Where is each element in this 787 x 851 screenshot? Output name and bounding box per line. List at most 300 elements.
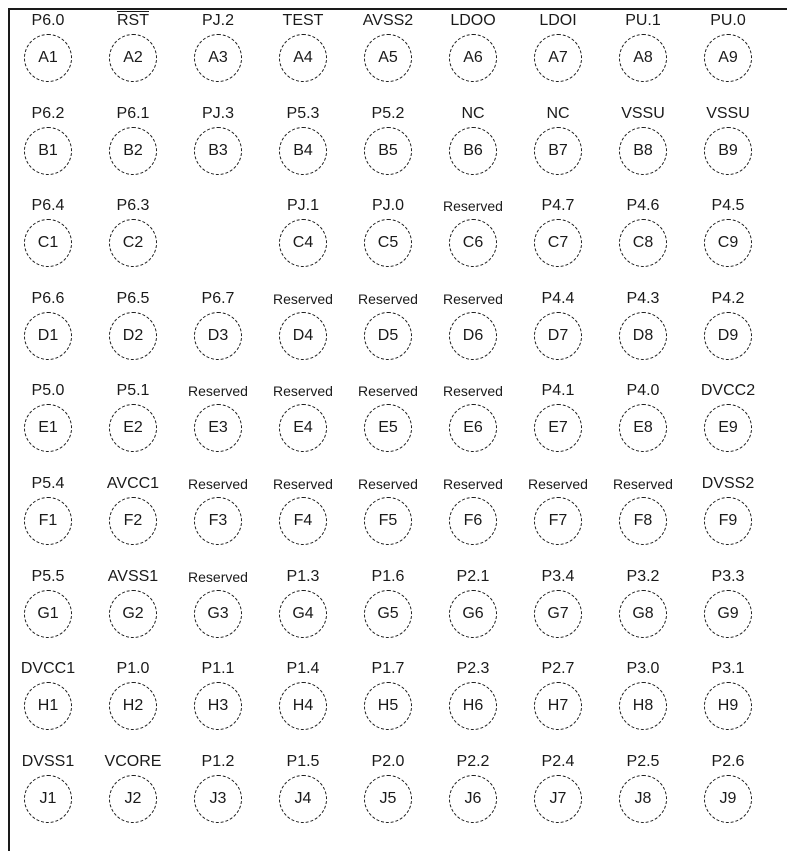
pin-cell-g9 [686, 566, 770, 662]
ball-id-label: F6 [463, 512, 483, 529]
pin-signal-label: AVSS2 [362, 12, 414, 29]
ball-outline [364, 312, 412, 360]
pin-signal-label: P5.1 [116, 382, 150, 400]
pin-cell-f3 [176, 473, 260, 569]
pin-cell-a5 [346, 10, 430, 106]
pin-cell-d4 [261, 288, 345, 384]
ball-id-label: J9 [719, 789, 737, 807]
pin-signal-label: P6.6 [31, 289, 65, 307]
pin-cell-j9 [686, 751, 770, 847]
pin-cell-f7 [516, 473, 600, 569]
ball-id-label: F9 [718, 512, 738, 529]
ball-id-label: G8 [632, 604, 654, 622]
pin-signal-label: P2.3 [456, 660, 490, 678]
ball-outline [704, 312, 752, 360]
pin-signal-label: P6.4 [31, 197, 65, 215]
pin-cell-h4 [261, 658, 345, 754]
ball-id-label: D2 [122, 326, 144, 344]
ball-id-label: G3 [207, 604, 229, 622]
pin-cell-b3 [176, 103, 260, 199]
pin-cell-b9 [686, 103, 770, 199]
ball-id-label: J8 [634, 789, 652, 807]
pin-signal-label: P1.0 [116, 660, 150, 678]
ball-outline [534, 404, 582, 452]
ball-outline [109, 219, 157, 267]
pin-cell-b7 [516, 103, 600, 199]
ball-id-label: C1 [37, 234, 59, 252]
pinout-frame [8, 8, 787, 851]
pin-signal-label: P3.1 [711, 660, 745, 678]
ball-outline [534, 775, 582, 823]
pin-cell-e9 [686, 380, 770, 476]
pin-cell-d8 [601, 288, 685, 384]
ball-id-label: A4 [293, 49, 313, 66]
ball-outline [24, 404, 72, 452]
pin-signal-label: P6.5 [116, 289, 150, 307]
pin-signal-label: P2.4 [541, 752, 575, 770]
ball-outline [704, 497, 752, 545]
ball-id-label: H9 [717, 697, 739, 715]
ball-outline [449, 775, 497, 823]
pin-cell-c2 [91, 195, 175, 291]
pin-signal-label: P6.1 [116, 104, 150, 122]
pin-signal-label: Reserved [273, 476, 333, 492]
pin-signal-label: TEST [282, 12, 324, 29]
pin-signal-label: Reserved [188, 383, 248, 400]
ball-id-label: E3 [208, 419, 228, 437]
ball-id-label: D7 [547, 326, 569, 344]
pin-cell-e6 [431, 380, 515, 476]
ball-outline [279, 682, 327, 730]
ball-outline [619, 404, 667, 452]
pin-signal-label: PJ.2 [201, 12, 234, 29]
pin-signal-label: P5.2 [371, 104, 405, 122]
pin-signal-label: P4.1 [541, 382, 575, 400]
ball-outline [24, 497, 72, 545]
pin-signal-label: AVCC1 [106, 475, 160, 492]
pin-cell-c1 [6, 195, 90, 291]
pin-signal-label: P2.7 [541, 660, 575, 678]
ball-outline [449, 34, 497, 82]
ball-id-label: E1 [38, 419, 58, 437]
ball-id-label: J2 [124, 789, 142, 807]
pin-signal-label: P5.5 [31, 567, 65, 585]
ball-outline [534, 497, 582, 545]
pin-cell-e2 [91, 380, 175, 476]
ball-id-label: E8 [633, 419, 653, 437]
ball-outline [24, 590, 72, 638]
ball-id-label: E2 [123, 419, 143, 437]
pin-signal-label: PJ.1 [286, 197, 319, 215]
ball-outline [24, 127, 72, 175]
ball-id-label: H2 [122, 697, 144, 715]
pin-cell-j7 [516, 751, 600, 847]
pin-signal-label: AVSS1 [107, 567, 159, 585]
ball-outline [109, 312, 157, 360]
ball-outline [24, 775, 72, 823]
pin-cell-h1 [6, 658, 90, 754]
pin-cell-j8 [601, 751, 685, 847]
pin-signal-label: P5.0 [31, 382, 65, 400]
ball-outline [279, 404, 327, 452]
ball-outline [619, 682, 667, 730]
ball-outline [279, 34, 327, 82]
ball-outline [279, 219, 327, 267]
ball-outline [449, 404, 497, 452]
pin-signal-label: Reserved [613, 476, 673, 492]
pin-cell-f1 [6, 473, 90, 569]
pin-cell-b8 [601, 103, 685, 199]
ball-outline [364, 682, 412, 730]
ball-id-label: H1 [37, 697, 59, 715]
pin-signal-label: P3.0 [626, 660, 660, 678]
ball-id-label: F8 [633, 512, 653, 529]
ball-id-label: B4 [293, 141, 313, 159]
pin-cell-e3 [176, 380, 260, 476]
ball-id-label: D9 [717, 326, 739, 344]
pin-signal-label: DVCC1 [20, 660, 76, 678]
ball-outline [364, 590, 412, 638]
pin-signal-label: P1.2 [201, 752, 235, 770]
pin-cell-a7 [516, 10, 600, 106]
ball-id-label: F2 [123, 512, 143, 529]
ball-id-label: F4 [293, 512, 313, 529]
pin-signal-label: P2.6 [711, 752, 745, 770]
pin-cell-b6 [431, 103, 515, 199]
pin-signal-label: P2.2 [456, 752, 490, 770]
pin-signal-label: Reserved [273, 383, 333, 400]
pin-signal-label: $\overline{RST}$ [117, 12, 149, 29]
pin-signal-label: Reserved [443, 383, 503, 400]
pin-cell-b1 [6, 103, 90, 199]
pin-signal-label: NC [461, 104, 485, 122]
pin-signal-label: P4.2 [711, 289, 745, 307]
ball-id-label: G2 [122, 604, 144, 622]
pin-signal-label: LDOO [450, 12, 496, 29]
ball-outline [619, 127, 667, 175]
pin-signal-label: P6.0 [31, 12, 65, 29]
pin-signal-label: PJ.3 [201, 104, 234, 122]
ball-id-label: H8 [632, 697, 654, 715]
ball-outline [194, 682, 242, 730]
ball-outline [449, 127, 497, 175]
pin-cell-a4 [261, 10, 345, 106]
pin-signal-label: DVSS2 [701, 475, 755, 492]
ball-outline [704, 127, 752, 175]
ball-outline [534, 127, 582, 175]
pin-signal-label: Reserved [188, 476, 248, 492]
ball-outline [619, 590, 667, 638]
pin-signal-label: P6.7 [201, 289, 235, 307]
pin-signal-label: DVCC2 [700, 382, 756, 400]
ball-outline [109, 682, 157, 730]
ball-id-label: C2 [122, 234, 144, 252]
ball-id-label: G1 [37, 604, 59, 622]
pin-cell-f8 [601, 473, 685, 569]
ball-id-label: G5 [377, 604, 399, 622]
ball-outline [279, 127, 327, 175]
pin-cell-g3 [176, 566, 260, 662]
ball-outline [449, 219, 497, 267]
pin-cell-a6 [431, 10, 515, 106]
ball-id-label: E4 [293, 419, 313, 437]
ball-id-label: B3 [208, 141, 228, 159]
ball-id-label: A6 [463, 49, 483, 66]
pin-cell-c7 [516, 195, 600, 291]
ball-id-label: G4 [292, 604, 314, 622]
ball-outline [194, 497, 242, 545]
ball-outline [534, 682, 582, 730]
pin-signal-label: NC [546, 104, 570, 122]
pin-cell-j5 [346, 751, 430, 847]
pin-signal-label: P1.3 [286, 567, 320, 585]
ball-outline [194, 312, 242, 360]
pin-signal-label: Reserved [188, 568, 248, 585]
ball-outline [534, 312, 582, 360]
ball-outline [449, 312, 497, 360]
ball-outline [619, 497, 667, 545]
ball-id-label: A7 [548, 49, 568, 66]
ball-id-label: C7 [547, 234, 569, 252]
ball-outline [619, 219, 667, 267]
pin-signal-label: P5.3 [286, 104, 320, 122]
ball-outline [194, 590, 242, 638]
ball-id-label: C6 [462, 234, 484, 252]
ball-outline [704, 682, 752, 730]
pin-cell-a3 [176, 10, 260, 106]
ball-outline [449, 590, 497, 638]
ball-outline [279, 590, 327, 638]
pin-cell-j6 [431, 751, 515, 847]
pin-cell-c9 [686, 195, 770, 291]
ball-outline [24, 34, 72, 82]
pin-cell-h6 [431, 658, 515, 754]
ball-outline [449, 497, 497, 545]
pin-signal-label: VCORE [104, 752, 162, 770]
ball-id-label: D5 [377, 326, 399, 344]
ball-id-label: E6 [463, 419, 483, 437]
pin-signal-label: P4.6 [626, 197, 660, 215]
ball-id-label: G6 [462, 604, 484, 622]
pin-cell-c8 [601, 195, 685, 291]
ball-outline [619, 312, 667, 360]
pin-signal-label: P6.3 [116, 197, 150, 215]
pin-cell-h7 [516, 658, 600, 754]
pin-cell-a1 [6, 10, 90, 106]
ball-outline [279, 497, 327, 545]
ball-id-label: B6 [463, 141, 483, 159]
ball-outline [364, 497, 412, 545]
ball-id-label: B7 [548, 141, 568, 159]
ball-id-label: J3 [209, 789, 227, 807]
pin-cell-d5 [346, 288, 430, 384]
ball-id-label: D6 [462, 326, 484, 344]
pin-cell-e5 [346, 380, 430, 476]
ball-outline [704, 590, 752, 638]
ball-id-label: H4 [292, 697, 314, 715]
pin-signal-label: DVSS1 [21, 752, 75, 770]
ball-id-label: C5 [377, 234, 399, 252]
pin-cell-j2 [91, 751, 175, 847]
ball-outline [109, 590, 157, 638]
pin-cell-f4 [261, 473, 345, 569]
ball-id-label: G9 [717, 604, 739, 622]
pin-cell-c6 [431, 195, 515, 291]
pin-cell-a8 [601, 10, 685, 106]
pin-cell-d3 [176, 288, 260, 384]
pin-signal-label: Reserved [273, 290, 333, 307]
ball-id-label: C4 [292, 234, 314, 252]
ball-outline [619, 775, 667, 823]
pin-cell-j4 [261, 751, 345, 847]
pin-cell-h2 [91, 658, 175, 754]
pin-cell-g5 [346, 566, 430, 662]
pin-cell-j3 [176, 751, 260, 847]
pin-cell-h3 [176, 658, 260, 754]
ball-id-label: H3 [207, 697, 229, 715]
pin-signal-label: Reserved [358, 290, 418, 307]
ball-id-label: B2 [123, 141, 143, 159]
ball-outline [534, 219, 582, 267]
pin-signal-label: P1.1 [201, 660, 235, 678]
ball-id-label: J4 [294, 789, 312, 807]
pin-cell-b2 [91, 103, 175, 199]
pin-cell-h5 [346, 658, 430, 754]
pin-cell-c4 [261, 195, 345, 291]
ball-outline [109, 404, 157, 452]
pin-cell-d7 [516, 288, 600, 384]
pin-signal-label: P6.2 [31, 104, 65, 122]
pin-cell-g1 [6, 566, 90, 662]
ball-id-label: B1 [38, 141, 58, 159]
ball-id-label: E9 [718, 419, 738, 437]
pin-cell-g8 [601, 566, 685, 662]
ball-outline [24, 682, 72, 730]
ball-id-label: C9 [717, 234, 739, 252]
ball-outline [194, 127, 242, 175]
ball-outline [364, 404, 412, 452]
pin-cell-h8 [601, 658, 685, 754]
ball-outline [534, 34, 582, 82]
pin-cell-d1 [6, 288, 90, 384]
pin-cell-d9 [686, 288, 770, 384]
pin-cell-a9 [686, 10, 770, 106]
ball-outline [194, 775, 242, 823]
ball-id-label: D1 [37, 326, 59, 344]
pin-cell-d2 [91, 288, 175, 384]
ball-id-label: A3 [208, 49, 228, 66]
ball-outline [619, 34, 667, 82]
pin-cell-d6 [431, 288, 515, 384]
pin-signal-label: Reserved [358, 383, 418, 400]
ball-id-label: H6 [462, 697, 484, 715]
pin-signal-label: P5.4 [31, 475, 65, 492]
ball-id-label: B8 [633, 141, 653, 159]
pin-signal-label: P2.1 [456, 567, 490, 585]
ball-id-label: D3 [207, 326, 229, 344]
ball-id-label: H7 [547, 697, 569, 715]
pin-cell-e7 [516, 380, 600, 476]
ball-id-label: F5 [378, 512, 398, 529]
ball-id-label: D8 [632, 326, 654, 344]
ball-outline [364, 34, 412, 82]
ball-outline [194, 404, 242, 452]
ball-outline [24, 219, 72, 267]
ball-outline [704, 404, 752, 452]
ball-outline [704, 775, 752, 823]
pin-signal-label: P4.7 [541, 197, 575, 215]
pin-signal-label: P3.4 [541, 567, 575, 585]
ball-id-label: J5 [379, 789, 397, 807]
pin-signal-label: P2.5 [626, 752, 660, 770]
pin-signal-label: P4.4 [541, 289, 575, 307]
ball-outline [364, 775, 412, 823]
ball-outline [364, 127, 412, 175]
pin-signal-label: LDOI [539, 12, 577, 29]
ball-id-label: F1 [38, 512, 58, 529]
ball-id-label: C8 [632, 234, 654, 252]
pin-signal-label: P1.6 [371, 567, 405, 585]
pin-signal-label: PU.1 [625, 12, 661, 29]
ball-outline [109, 127, 157, 175]
ball-outline [109, 775, 157, 823]
ball-outline [364, 219, 412, 267]
ball-id-label: F3 [208, 512, 228, 529]
pin-signal-label: PU.0 [710, 12, 746, 29]
pin-cell-e1 [6, 380, 90, 476]
ball-id-label: G7 [547, 604, 569, 622]
pin-cell-j1 [6, 751, 90, 847]
pin-signal-label: P2.0 [371, 752, 405, 770]
ball-id-label: A2 [123, 49, 143, 66]
pin-signal-label: VSSU [706, 104, 750, 122]
ball-outline [109, 34, 157, 82]
ball-id-label: J7 [549, 789, 567, 807]
ball-id-label: B5 [378, 141, 398, 159]
ball-outline [194, 34, 242, 82]
pin-signal-label: PJ.0 [371, 197, 404, 215]
ball-outline [24, 312, 72, 360]
pin-cell-f6 [431, 473, 515, 569]
pin-cell-f5 [346, 473, 430, 569]
pin-signal-label: P3.2 [626, 567, 660, 585]
ball-outline [279, 312, 327, 360]
ball-outline [704, 219, 752, 267]
ball-outline [109, 497, 157, 545]
ball-id-label: J6 [464, 789, 482, 807]
pin-signal-label: Reserved [443, 198, 503, 215]
ball-id-label: B9 [718, 141, 738, 159]
pin-signal-label: P4.3 [626, 289, 660, 307]
pin-signal-label: Reserved [443, 290, 503, 307]
ball-id-label: A9 [718, 49, 738, 66]
ball-outline [704, 34, 752, 82]
pin-signal-label: P1.4 [286, 660, 320, 678]
ball-id-label: F7 [548, 512, 568, 529]
ball-id-label: E7 [548, 419, 568, 437]
ball-id-label: A8 [633, 49, 653, 66]
pin-cell-a2 [91, 10, 175, 106]
pin-signal-label: P3.3 [711, 567, 745, 585]
pin-cell-f2 [91, 473, 175, 569]
ball-id-label: H5 [377, 697, 399, 715]
pin-signal-label: VSSU [621, 104, 665, 122]
ball-id-label: A1 [38, 49, 58, 66]
ball-id-label: D4 [292, 326, 314, 344]
pin-cell-b4 [261, 103, 345, 199]
ball-id-label: A5 [378, 49, 398, 66]
pin-signal-label: P4.5 [711, 197, 745, 215]
